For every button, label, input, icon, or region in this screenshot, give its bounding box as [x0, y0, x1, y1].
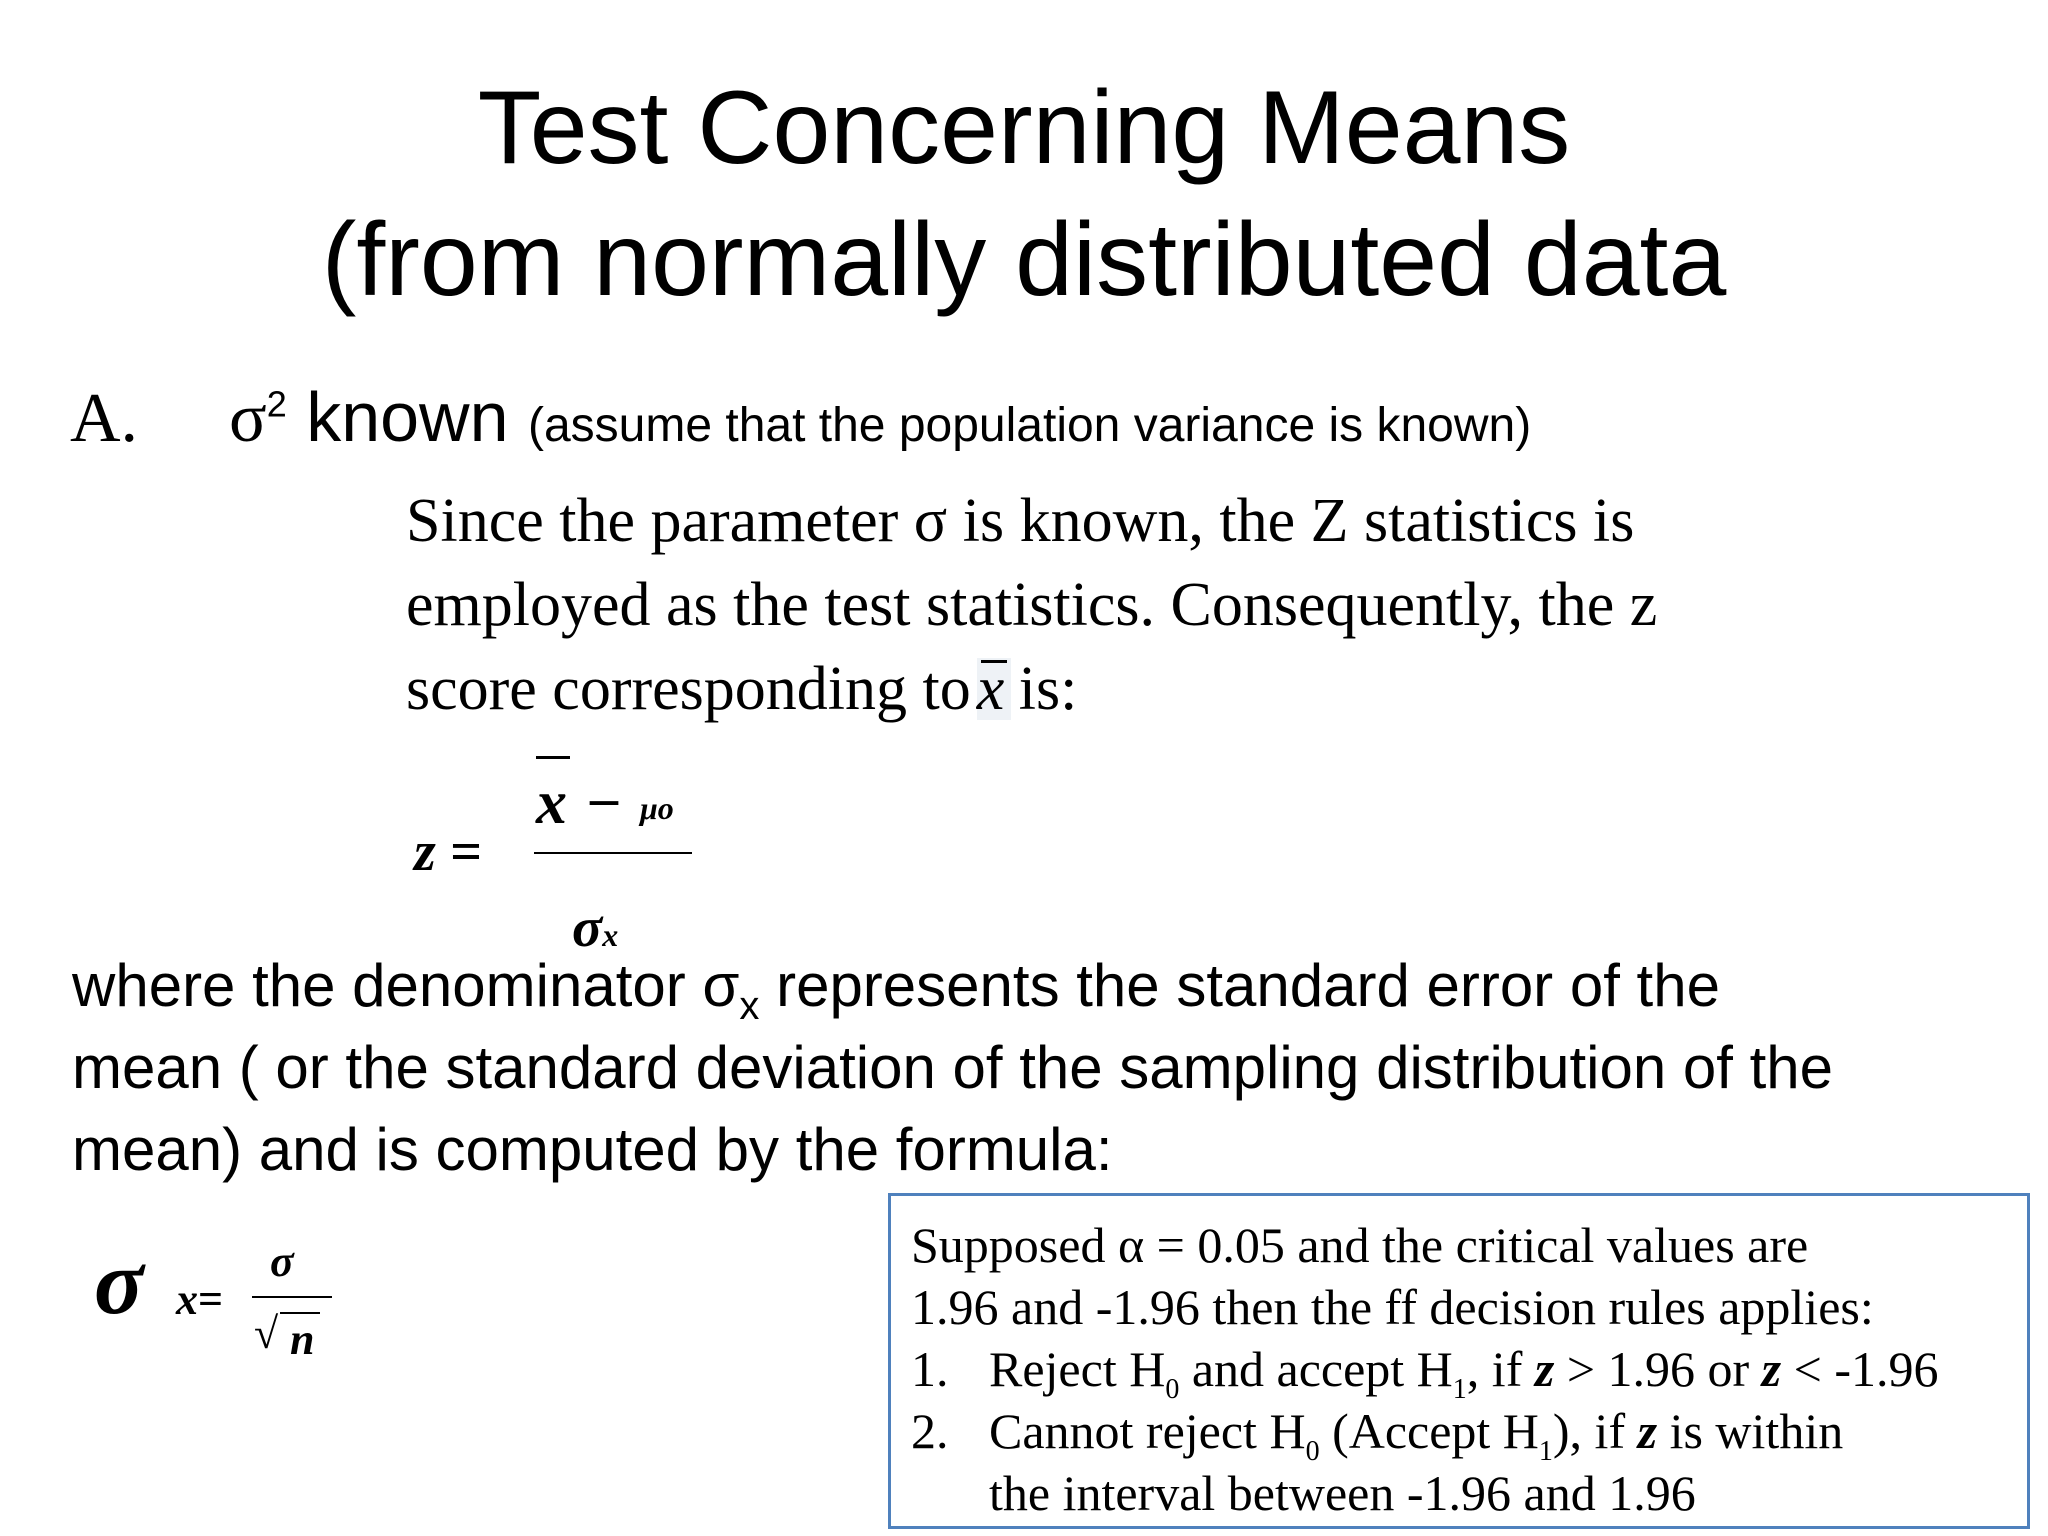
mu-subscript: o: [657, 790, 674, 826]
mu-symbol: μ: [640, 790, 658, 826]
z-numerator-overline: [536, 756, 570, 759]
rule-1-text-c: , if: [1466, 1341, 1535, 1397]
se-numerator-sigma: σ: [270, 1237, 294, 1286]
sigma-symbol: σ: [228, 380, 267, 457]
rule-2-text-b: (Accept H: [1319, 1403, 1539, 1459]
decision-rules-box: [888, 1193, 2030, 1529]
z-numerator-x: x: [536, 769, 567, 837]
z-fraction-bar: [534, 852, 692, 854]
rule-1-number: 1.: [911, 1341, 949, 1397]
se-formula-sigma: σ: [94, 1231, 144, 1333]
rule-2-text-a: Cannot reject H: [989, 1403, 1306, 1459]
decision-rule-2-continuation: the interval between -1.96 and 1.96: [989, 1465, 1696, 1521]
slide-title-line-2: (from normally distributed data: [321, 202, 1727, 318]
rule-1-h0-subscript: 0: [1165, 1374, 1180, 1405]
rule-1-text-a: Reject H: [989, 1341, 1166, 1397]
rule-2-text-c: ), if: [1552, 1403, 1638, 1459]
z-numerator-minus: –: [590, 767, 618, 829]
xbar-symbol: [976, 655, 1011, 723]
se-radical: √: [254, 1309, 279, 1358]
decision-rule-2: [911, 1403, 1844, 1467]
sigma-x-subscript: x: [739, 984, 760, 1028]
known-label: known: [306, 378, 509, 456]
rule-2-z: z: [1637, 1403, 1658, 1459]
intro-line-3-end: is:: [1018, 655, 1078, 723]
rule-1-z-second: z: [1761, 1341, 1782, 1397]
section-a-note: (assume that the population variance is known): [527, 399, 1532, 452]
intro-line-3-text: score corresponding to: [406, 655, 971, 723]
explanation-line-1-start: where the denominator σ: [72, 952, 740, 1019]
decision-box-line-2: 1.96 and -1.96 then the ff decision rules applies:: [911, 1279, 1874, 1335]
rule-1-text-d: > 1.96 or: [1554, 1341, 1762, 1397]
se-formula-subscript: [176, 1275, 224, 1324]
denominator-sigma: σ: [572, 897, 603, 959]
rule-2-h0-subscript: 0: [1305, 1436, 1320, 1467]
rule-2-h1-subscript: 1: [1538, 1436, 1553, 1467]
intro-line-1: Since the parameter σ is known, the Z statistics is: [406, 487, 1635, 555]
explanation-line-1-end: represents the standard error of the: [759, 952, 1720, 1019]
xbar-overline: [981, 660, 1007, 663]
se-radical-overline: [280, 1312, 320, 1314]
z-numerator-mu: [640, 792, 674, 824]
sigma-exponent: 2: [266, 383, 287, 425]
se-sub-x: x: [176, 1275, 198, 1324]
se-fraction-bar: [252, 1296, 332, 1298]
rule-1-text-b: and accept H: [1179, 1341, 1453, 1397]
decision-box-line-1: Supposed α = 0.05 and the critical values are: [911, 1217, 1809, 1273]
rule-1-text-e: < -1.96: [1781, 1341, 1939, 1397]
xbar-letter: x: [976, 655, 1005, 723]
denominator-subscript: x: [602, 917, 619, 953]
section-a-heading: [70, 378, 1532, 457]
decision-rule-1: [911, 1341, 1939, 1405]
intro-line-2: employed as the test statistics. Consequently, the z: [406, 571, 1658, 639]
se-equals: =: [198, 1275, 224, 1324]
section-marker: A.: [70, 380, 139, 457]
slide-title-line-1: Test Concerning Means: [477, 70, 1571, 186]
rule-1-h1-subscript: 1: [1452, 1374, 1467, 1405]
z-formula-lhs: z =: [414, 821, 482, 883]
rule-2-text-d: is within: [1657, 1403, 1844, 1459]
explanation-line-2: mean ( or the standard deviation of the sampling distribution of the: [72, 1034, 1834, 1101]
z-denominator: [572, 897, 619, 959]
rule-2-number: 2.: [911, 1403, 949, 1459]
explanation-line-3: mean) and is computed by the formula:: [72, 1116, 1113, 1183]
rule-1-z-first: z: [1534, 1341, 1555, 1397]
explanation-line-1: [72, 952, 1720, 1028]
intro-line-3: [406, 655, 1078, 723]
se-denominator-n: n: [290, 1315, 315, 1364]
